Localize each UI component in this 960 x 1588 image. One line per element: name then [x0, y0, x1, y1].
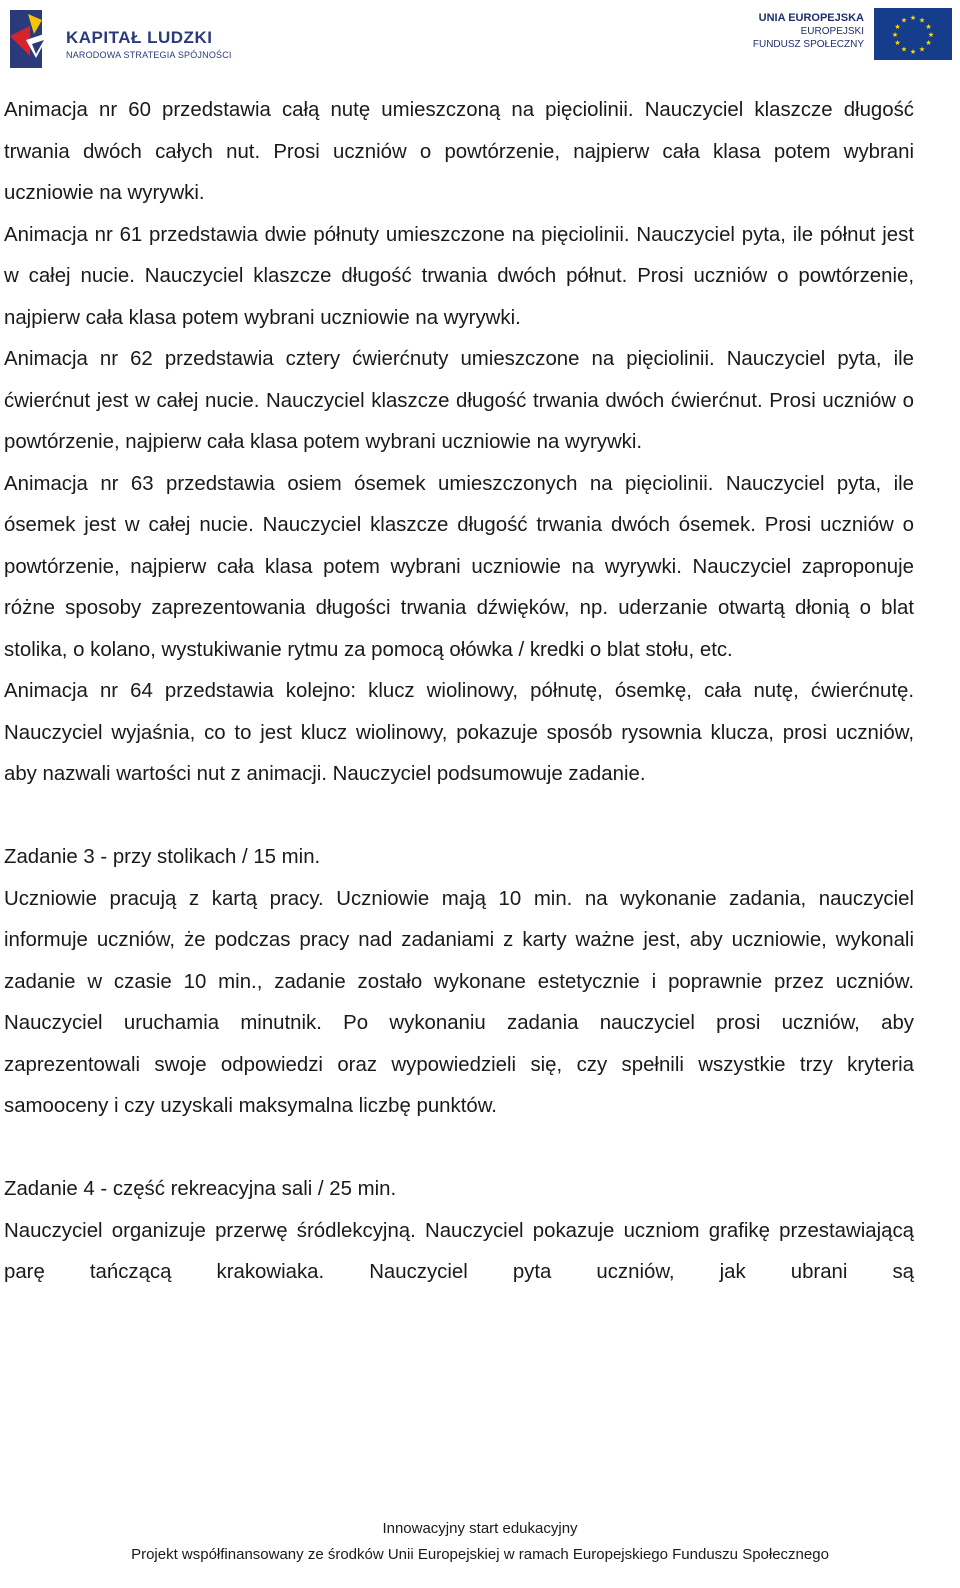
page-header: [0, 0, 960, 80]
kapital-ludzki-name: KAPITAŁ LUDZKI: [66, 28, 213, 47]
eu-logo-line1: UNIA EUROPEJSKA: [758, 12, 864, 24]
paragraph-animacja-63: Animacja nr 63 przedstawia osiem ósemek umieszczonych na pięciolinii. Nauczyciel pyta, ile ósemek jest w całej nucie. Nauczyciel klaszcze długość trwania dwóch ósemek. Prosi uczniów o powtórzenie, najpierw cała klasa potem wybrani uczniowie na wyrywki. Nauczyciel zaproponuje różne sposoby zaprezentowania długości trwania dźwięków, np. uderzanie otwartą dłonią o blat stolika, o kolano, wystukiwanie rytmu za pomocą ołówka / kredki o blat stołu, etc.: [4, 472, 914, 661]
eu-logo-line2: EUROPEJSKI: [800, 26, 864, 37]
svg-text:★: ★: [900, 45, 908, 54]
svg-text:★: ★: [900, 16, 908, 25]
svg-text:★: ★: [925, 39, 932, 47]
eu-flag-icon: [874, 8, 952, 60]
spacer: [4, 796, 914, 838]
svg-text:★: ★: [894, 39, 901, 47]
eu-logo-text: [753, 12, 864, 51]
svg-text:★: ★: [909, 48, 917, 56]
task3-body: Uczniowie pracują z kartą pracy. Uczniowie mają 10 min. na wykonanie zadania, nauczyciel informuje uczniów, że podczas pracy nad zadaniami z karty ważne jest, aby uczniowie, wykonali zadanie w czasie 10 min., zadanie zostało wykonane estetycznie i poprawnie przez uczniów. Nauczyciel uruchamia minutnik. Po wykonaniu zadania nauczyciel prosi uczniów, aby zaprezentowali swoje odpowiedzi oraz wypowiedzieli się, czy spełnili wszystkie trzy kryteria samooceny i czy uzyskali maksymalna liczbę punktów.: [4, 887, 914, 1117]
svg-text:★: ★: [894, 23, 901, 31]
kapital-ludzki-logo: [6, 6, 246, 74]
paragraph-animacja-62: Animacja nr 62 przedstawia cztery ćwierćnuty umieszczone na pięciolinii. Nauczyciel pyta, ile ćwierćnut jest w całej nucie. Nauczyciel klaszcze długość trwania dwóch ćwierćnut. Prosi uczniów o powtórzenie, najpierw cała klasa potem wybrani uczniowie na wyrywki.: [4, 348, 914, 453]
spacer: [4, 1128, 914, 1170]
eu-logo-line3: FUNDUSZ SPOŁECZNY: [752, 39, 864, 50]
svg-text:★: ★: [918, 45, 926, 54]
paragraph-animacja-60: Animacja nr 60 przedstawia całą nutę umieszczoną na pięciolinii. Nauczyciel klaszcze długość trwania dwóch całych nut. Prosi uczniów o powtórzenie, najpierw cała klasa potem wybrani uczniowie na wyrywki.: [4, 99, 914, 204]
kapital-ludzki-subtitle: NARODOWA STRATEGIA SPÓJNOŚCI: [66, 50, 232, 60]
svg-text:★: ★: [925, 23, 932, 31]
task4-body: Nauczyciel organizuje przerwę śródlekcyjną. Nauczyciel pokazuje uczniom grafikę przestawiającą parę tańczącą krakowiaka. Nauczyciel pyta uczniów, jak ubrani są: [4, 1219, 914, 1283]
svg-text:★: ★: [891, 31, 899, 39]
svg-text:★: ★: [927, 31, 935, 39]
eu-efs-logo: [752, 8, 952, 62]
svg-text:★: ★: [918, 16, 926, 25]
footer-funding-note: Projekt współfinansowany ze środków Unii Europejskiej w ramach Europejskiego Funduszu Społecznego: [131, 1546, 829, 1563]
paragraph-animacja-64: Animacja nr 64 przedstawia kolejno: klucz wiolinowy, półnutę, ósemkę, cała nutę, ćwierćnutę. Nauczyciel wyjaśnia, co to jest klucz wiolinowy, pokazuje sposób rysownia klucza, prosi uczniów, aby nazwali wartości nut z animacji. Nauczyciel podsumowuje zadanie.: [4, 680, 914, 785]
svg-text:★: ★: [909, 14, 917, 22]
kapital-ludzki-emblem-icon: [6, 6, 62, 72]
paragraph-animacja-61: Animacja nr 61 przedstawia dwie półnuty umieszczone na pięciolinii. Nauczyciel pyta, ile półnut jest w całej nucie. Nauczyciel klaszcze długość trwania dwóch półnut. Prosi uczniów o powtórzenie, najpierw cała klasa potem wybrani uczniowie na wyrywki.: [4, 223, 914, 329]
task4-heading: Zadanie 4 - część rekreacyjna sali / 25 min.: [4, 1178, 397, 1200]
task3-heading: Zadanie 3 - przy stolikach / 15 min.: [4, 846, 321, 868]
footer-project-name: Innowacyjny start edukacyjny: [382, 1520, 578, 1537]
document-body: [4, 90, 914, 1294]
